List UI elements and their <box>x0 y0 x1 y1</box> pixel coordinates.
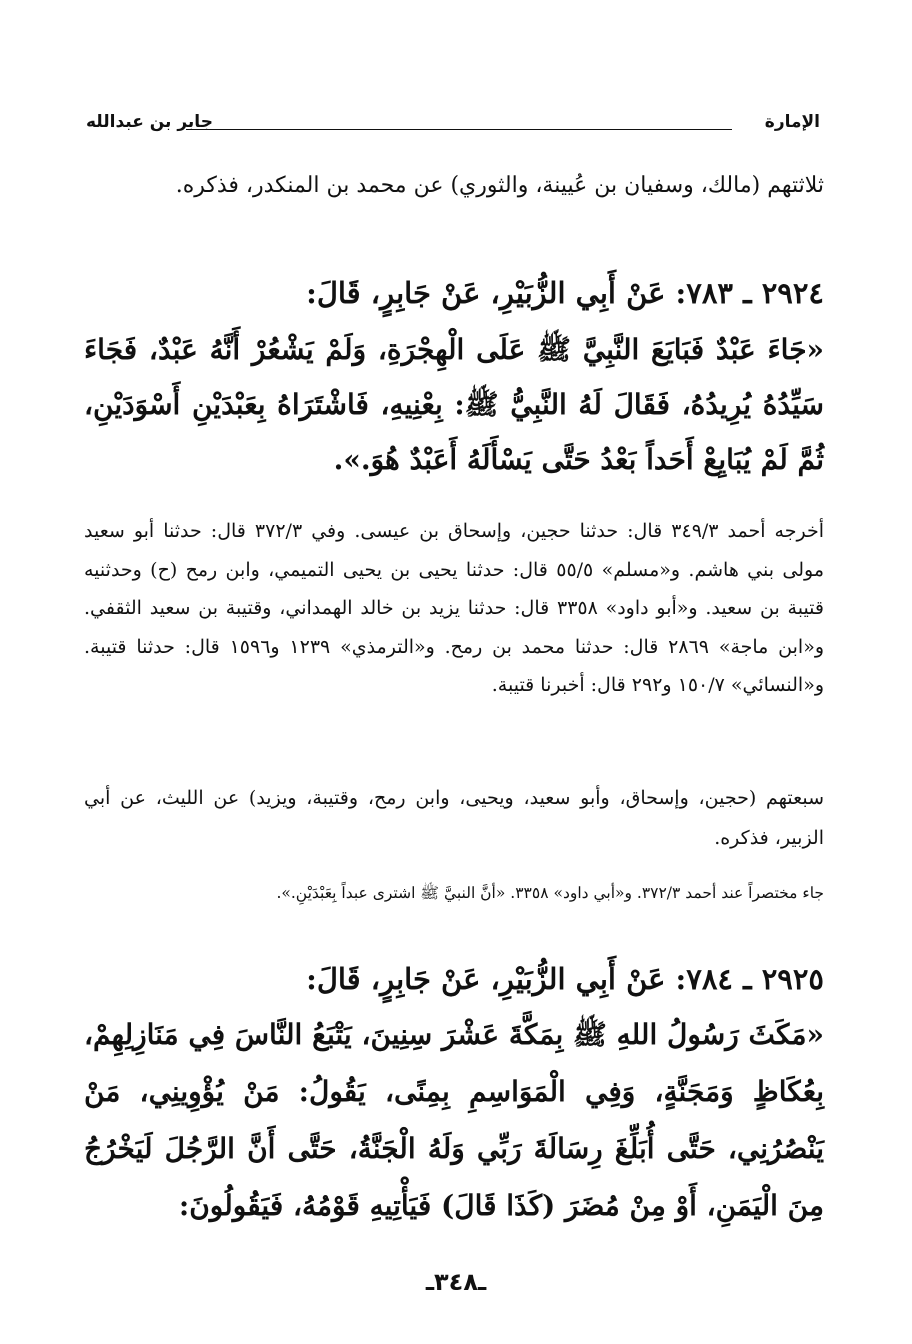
header-rule <box>186 129 732 130</box>
hadith-2924-takhrij: أخرجه أحمد ٣٤٩/٣ قال: حدثنا حجين، وإسحاق بن عيسى. وفي ٣٧٢/٣ قال: حدثنا أبو سعيد مولى بني هاشم. و«مسلم» ٥٥/٥ قال: حدثنا يحيى بن يحيى التميمي، وابن رمح (ح) وحدثنيه قتيبة بن سعيد. و«أبو داود» ٣٣٥٨ قال: حدثنا يزيد بن خالد الهمداني، وقتيبة بن سعيد الثقفي. و«ابن ماجة» ٢٨٦٩ قال: حدثنا محمد بن رمح. و«الترمذي» ١٢٣٩ و١٥٩٦ قال: حدثنا قتيبة. و«النسائي» ١٥٠/٧ و٢٩٢ قال: أخبرنا قتيبة. <box>84 520 825 696</box>
hadith-2925-matn: «مَكَثَ رَسُولُ اللهِ ﷺ بِمَكَّةَ عَشْرَ سِنِينَ، يَتْبَعُ النَّاسَ فِي مَنَازِلِهِمْ، بِعُكَاظٍ وَمَجَنَّةٍ، وَفِي الْمَوَاسِمِ بِمِنًى، يَقُولُ: مَنْ يُؤْوِينِي، مَنْ يَنْصُرُنِي، حَتَّى أُبَلِّغَ رِسَالَةَ رَبِّي وَلَهُ الْجَنَّةُ، حَتَّى أَنَّ الرَّجُلَ لَيَخْرُجُ مِنَ الْيَمَنِ، أَوْ مِنْ مُضَرَ (كَذَا قَالَ) فَيَأْتِيهِ قَوْمُهُ، فَيَقُولُونَ: <box>84 1018 824 1222</box>
hadith-2924-variant-note: جاء مختصراً عند أحمد ٣٧٢/٣. و«أبي داود» ٣٣٥٨. «أنَّ النبيَّ ﷺ اشترى عبداً بِعَبْدَيْنِ.». <box>276 884 824 902</box>
header-narrator-name: جابر بن عبدالله <box>86 112 213 132</box>
header-section-title: الإمارة <box>764 112 820 132</box>
hadith-2925-heading: ٢٩٢٥ ـ ٧٨٤: عَنْ أَبِي الزُّبَيْرِ، عَنْ جَابِرٍ، قَالَ: <box>306 962 824 996</box>
hadith-2924-matn: «جَاءَ عَبْدٌ فَبَايَعَ النَّبِيَّ ﷺ عَلَى الْهِجْرَةِ، وَلَمْ يَشْعُرْ أَنَّهُ عَبْدٌ، فَجَاءَ سَيِّدُهُ يُرِيدُهُ، فَقَالَ لَهُ النَّبِيُّ ﷺ: بِعْنِيهِ، فَاشْتَرَاهُ بِعَبْدَيْنِ أَسْوَدَيْنِ، ثُمَّ لَمْ يُبَايِعْ أَحَداً بَعْدُ حَتَّى يَسْأَلَهُ أَعَبْدٌ هُوَ.». <box>84 333 824 476</box>
running-header <box>86 112 820 138</box>
intro-note: ثلاثتهم (مالك، وسفيان بن عُيينة، والثوري) عن محمد بن المنكدر، فذكره. <box>175 173 824 198</box>
hadith-2924-chain-note: سبعتهم (حجين، وإسحاق، وأبو سعيد، ويحيى، وابن رمح، وقتيبة، ويزيد) عن الليث، عن أبي الزبير، فذكره. <box>84 787 824 849</box>
hadith-2924-heading: ٢٩٢٤ ـ ٧٨٣: عَنْ أَبِي الزُّبَيْرِ، عَنْ جَابِرٍ، قَالَ: <box>306 276 824 310</box>
page-number: ـ٣٤٨ـ <box>425 1268 487 1296</box>
